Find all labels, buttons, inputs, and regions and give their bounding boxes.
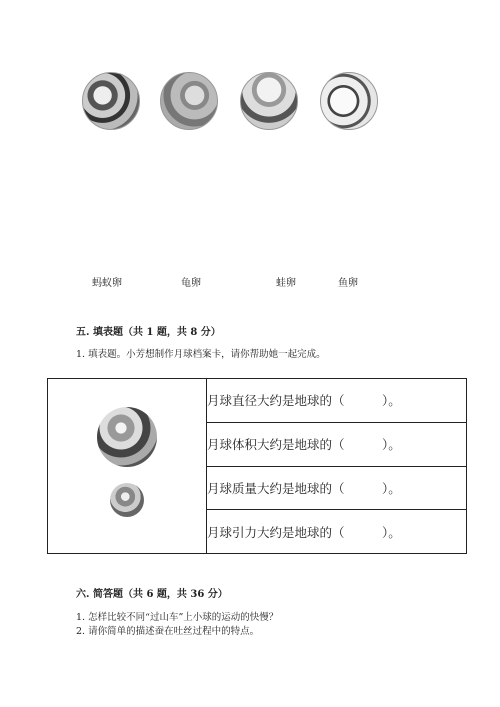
egg-label-fish: 鱼卵 bbox=[338, 278, 358, 289]
planet-image-cell bbox=[48, 379, 207, 554]
earth-image bbox=[97, 407, 157, 467]
section-6-question-1: 1. 怎样比较不同“过山车”上小球的运动的快慢？ bbox=[76, 612, 279, 623]
moon-row-gravity[interactable]: 月球引力大约是地球的（ ）。 bbox=[207, 510, 467, 554]
egg-label-frog: 蛙卵 bbox=[276, 278, 296, 289]
moon-row-diameter[interactable]: 月球直径大约是地球的（ ）。 bbox=[207, 379, 467, 423]
fish-egg-image bbox=[320, 72, 378, 130]
egg-label-turtle: 龟卵 bbox=[181, 278, 201, 289]
moon-image bbox=[110, 483, 144, 517]
section-5-heading: 五. 填表题（共 1 题，共 8 分） bbox=[76, 327, 221, 338]
ant-egg-image bbox=[82, 72, 140, 130]
egg-label-ant: 蚂蚁卵 bbox=[92, 278, 122, 289]
moon-row-volume[interactable]: 月球体积大约是地球的（ ）。 bbox=[207, 422, 467, 466]
section-6-heading: 六. 简答题（共 6 题，共 36 分） bbox=[76, 589, 228, 600]
section-5-question: 1. 填表题。小芳想制作月球档案卡，请你帮助她一起完成。 bbox=[76, 349, 326, 360]
section-6-question-2: 2. 请你简单的描述蚕在吐丝过程中的特点。 bbox=[76, 626, 260, 637]
turtle-egg-image bbox=[160, 72, 218, 130]
moon-profile-table bbox=[47, 378, 467, 554]
frog-egg-image bbox=[240, 72, 298, 130]
moon-row-mass[interactable]: 月球质量大约是地球的（ ）。 bbox=[207, 466, 467, 510]
